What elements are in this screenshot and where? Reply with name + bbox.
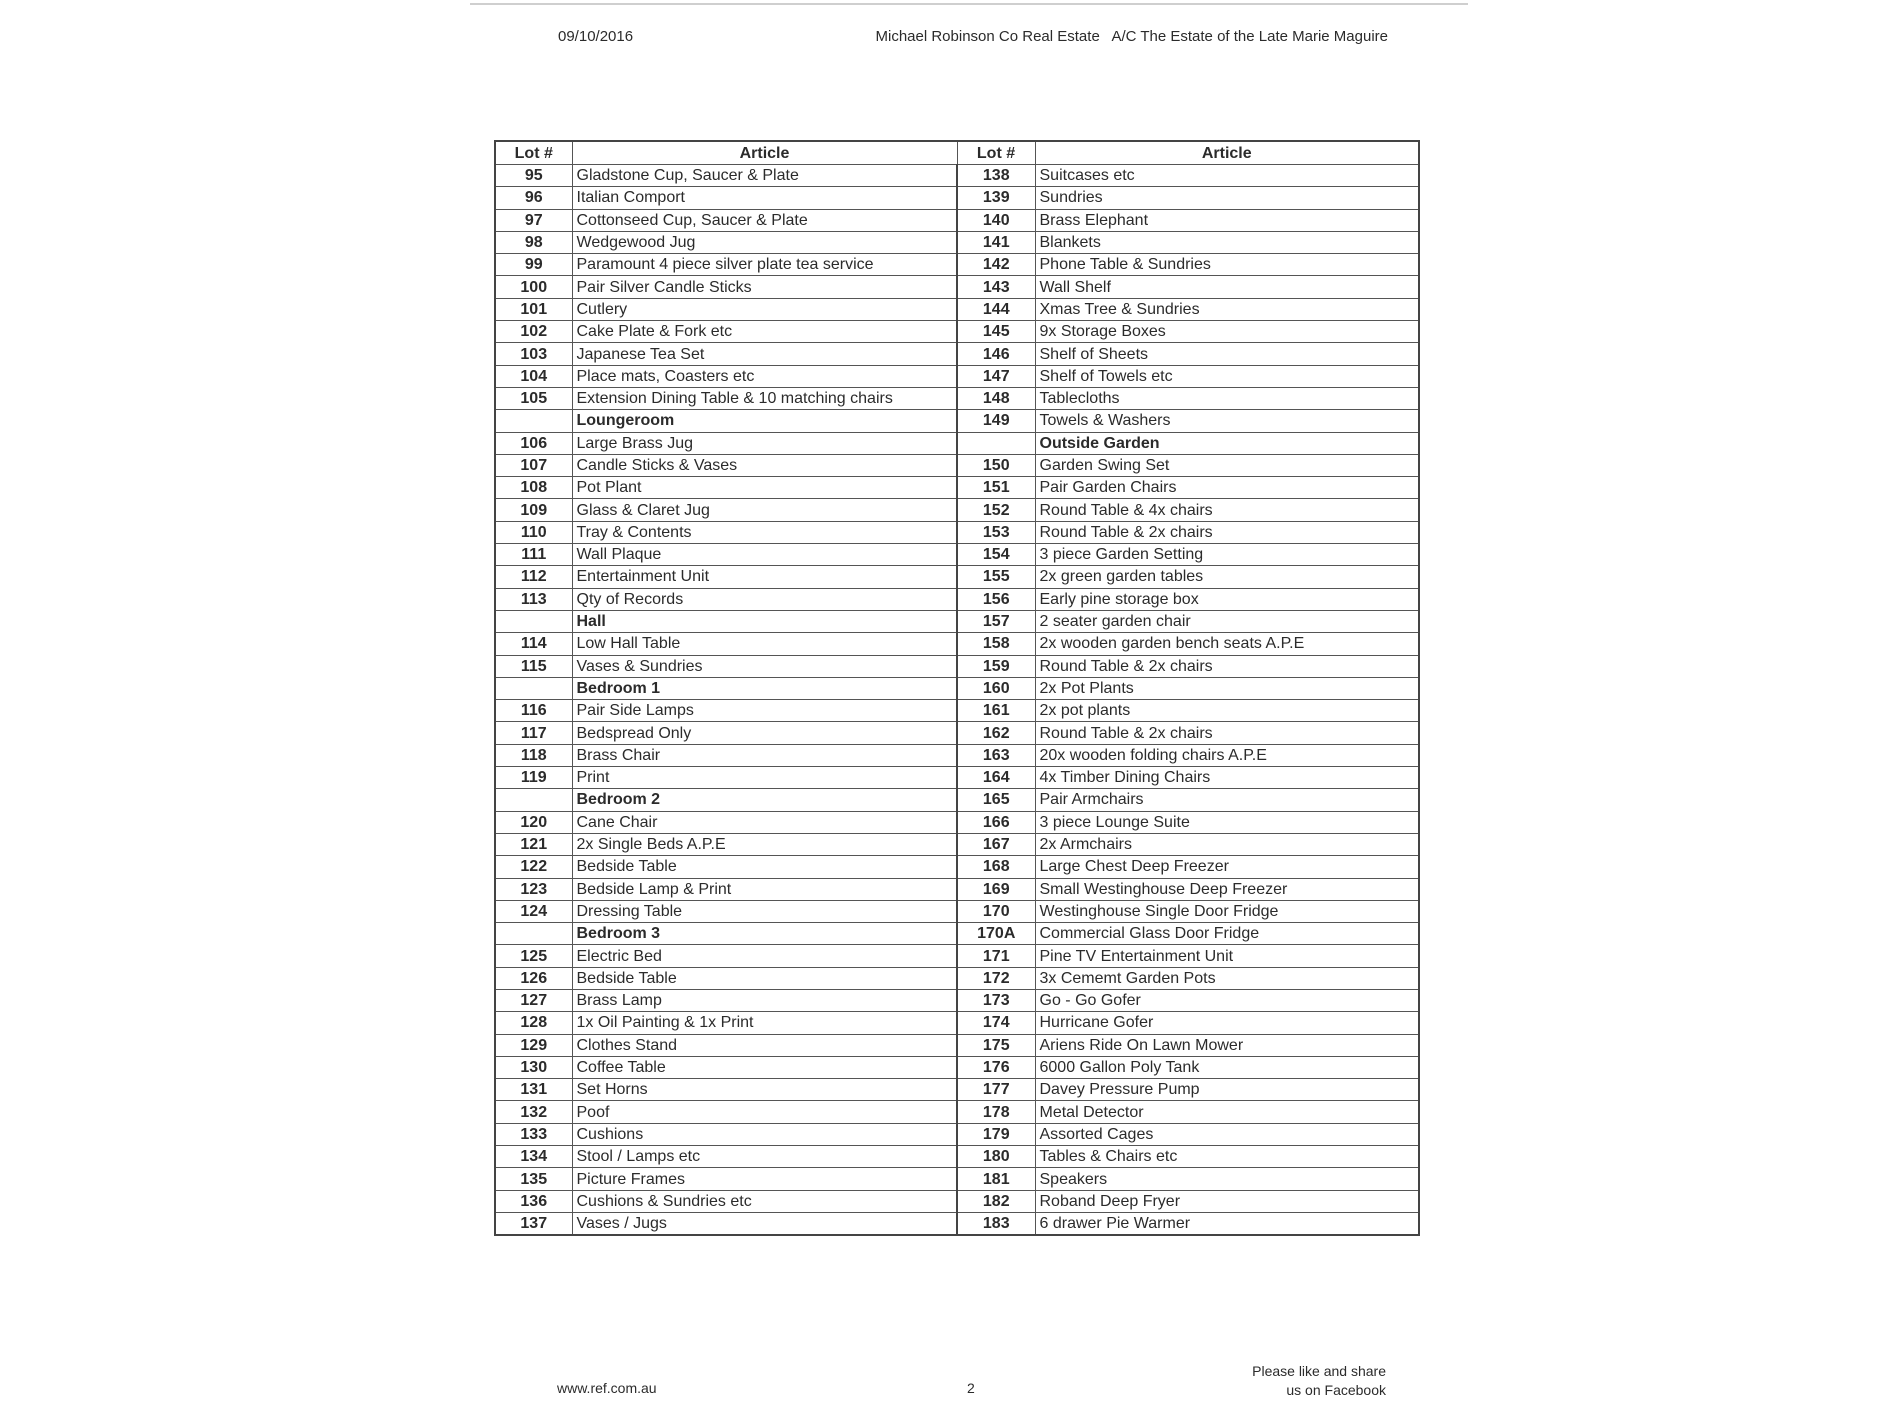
lot-number: 135 xyxy=(495,1168,572,1190)
article-name: Dressing Table xyxy=(572,900,957,922)
article-name: Electric Bed xyxy=(572,945,957,967)
article-name: Brass Elephant xyxy=(1035,209,1419,231)
table-row xyxy=(495,321,1419,343)
lot-number: 172 xyxy=(957,967,1035,989)
table-row xyxy=(495,544,1419,566)
lot-number: 170 xyxy=(957,900,1035,922)
article-name: Paramount 4 piece silver plate tea service xyxy=(572,254,957,276)
lot-number: 133 xyxy=(495,1123,572,1145)
lot-number: 178 xyxy=(957,1101,1035,1123)
table-row xyxy=(495,1056,1419,1078)
section-heading: Bedroom 3 xyxy=(572,923,957,945)
lot-number xyxy=(495,410,572,432)
lot-number: 176 xyxy=(957,1056,1035,1078)
header-date: 09/10/2016 xyxy=(558,28,634,45)
article-name: Round Table & 2x chairs xyxy=(1035,521,1419,543)
lot-number: 108 xyxy=(495,477,572,499)
lot-number: 107 xyxy=(495,454,572,476)
article-name: Pair Side Lamps xyxy=(572,700,957,722)
lot-number: 145 xyxy=(957,321,1035,343)
table-row xyxy=(495,722,1419,744)
lot-number: 164 xyxy=(957,767,1035,789)
article-name: Small Westinghouse Deep Freezer xyxy=(1035,878,1419,900)
lot-number: 151 xyxy=(957,477,1035,499)
lot-table xyxy=(494,140,1420,1236)
article-name: Wedgewood Jug xyxy=(572,231,957,253)
table-row xyxy=(495,633,1419,655)
lot-number: 157 xyxy=(957,610,1035,632)
table-row xyxy=(495,276,1419,298)
lot-number: 98 xyxy=(495,231,572,253)
lot-number: 152 xyxy=(957,499,1035,521)
article-name: 3 piece Garden Setting xyxy=(1035,544,1419,566)
table-row xyxy=(495,165,1419,187)
article-name: Sundries xyxy=(1035,187,1419,209)
article-name: Cushions xyxy=(572,1123,957,1145)
lot-number: 97 xyxy=(495,209,572,231)
article-name: Bedside Table xyxy=(572,967,957,989)
table-header-row xyxy=(495,141,1419,165)
lot-number: 121 xyxy=(495,833,572,855)
lot-number: 174 xyxy=(957,1012,1035,1034)
lot-number: 139 xyxy=(957,187,1035,209)
article-name: Speakers xyxy=(1035,1168,1419,1190)
lot-number: 105 xyxy=(495,387,572,409)
table-row xyxy=(495,1012,1419,1034)
article-name: Round Table & 4x chairs xyxy=(1035,499,1419,521)
lot-number: 129 xyxy=(495,1034,572,1056)
article-name: Wall Plaque xyxy=(572,544,957,566)
article-name: Xmas Tree & Sundries xyxy=(1035,298,1419,320)
lot-number: 160 xyxy=(957,677,1035,699)
lot-number: 156 xyxy=(957,588,1035,610)
table-row xyxy=(495,432,1419,454)
table-row xyxy=(495,900,1419,922)
article-name: Brass Lamp xyxy=(572,989,957,1011)
article-name: Glass & Claret Jug xyxy=(572,499,957,521)
table-row xyxy=(495,477,1419,499)
table-row xyxy=(495,789,1419,811)
lot-number: 122 xyxy=(495,856,572,878)
article-name: Entertainment Unit xyxy=(572,566,957,588)
lot-number: 149 xyxy=(957,410,1035,432)
lot-number: 153 xyxy=(957,521,1035,543)
table-row xyxy=(495,878,1419,900)
article-name: Cottonseed Cup, Saucer & Plate xyxy=(572,209,957,231)
lot-number: 158 xyxy=(957,633,1035,655)
lot-number: 124 xyxy=(495,900,572,922)
table-row xyxy=(495,767,1419,789)
column-header-lot: Lot # xyxy=(495,141,572,165)
lot-number: 131 xyxy=(495,1079,572,1101)
column-header-article: Article xyxy=(1035,141,1419,165)
article-name: Vases / Jugs xyxy=(572,1212,957,1235)
table-row xyxy=(495,343,1419,365)
lot-number: 112 xyxy=(495,566,572,588)
lot-number: 170A xyxy=(957,923,1035,945)
article-name: Stool / Lamps etc xyxy=(572,1146,957,1168)
lot-number: 169 xyxy=(957,878,1035,900)
lot-number: 115 xyxy=(495,655,572,677)
lot-number: 101 xyxy=(495,298,572,320)
lot-number: 117 xyxy=(495,722,572,744)
lot-number: 163 xyxy=(957,744,1035,766)
article-name: Roband Deep Fryer xyxy=(1035,1190,1419,1212)
article-name: 4x Timber Dining Chairs xyxy=(1035,767,1419,789)
footer-website: www.ref.com.au xyxy=(557,1380,657,1396)
article-name: Phone Table & Sundries xyxy=(1035,254,1419,276)
lot-number: 179 xyxy=(957,1123,1035,1145)
article-name: Pair Armchairs xyxy=(1035,789,1419,811)
article-name: Vases & Sundries xyxy=(572,655,957,677)
lot-number: 116 xyxy=(495,700,572,722)
lot-number: 173 xyxy=(957,989,1035,1011)
table-row xyxy=(495,1168,1419,1190)
article-name: Brass Chair xyxy=(572,744,957,766)
table-row xyxy=(495,945,1419,967)
table-row xyxy=(495,1079,1419,1101)
table-row xyxy=(495,298,1419,320)
lot-number: 150 xyxy=(957,454,1035,476)
article-name: 2x wooden garden bench seats A.P.E xyxy=(1035,633,1419,655)
article-name: Ariens Ride On Lawn Mower xyxy=(1035,1034,1419,1056)
lot-number: 118 xyxy=(495,744,572,766)
article-name: Low Hall Table xyxy=(572,633,957,655)
article-name: Tray & Contents xyxy=(572,521,957,543)
article-name: 6000 Gallon Poly Tank xyxy=(1035,1056,1419,1078)
article-name: Shelf of Towels etc xyxy=(1035,365,1419,387)
lot-number xyxy=(495,677,572,699)
lot-number: 165 xyxy=(957,789,1035,811)
article-name: Westinghouse Single Door Fridge xyxy=(1035,900,1419,922)
section-heading: Bedroom 1 xyxy=(572,677,957,699)
section-heading: Bedroom 2 xyxy=(572,789,957,811)
lot-number: 171 xyxy=(957,945,1035,967)
table-row xyxy=(495,744,1419,766)
table-row xyxy=(495,610,1419,632)
lot-number: 155 xyxy=(957,566,1035,588)
article-name: Poof xyxy=(572,1101,957,1123)
article-name: 2x Armchairs xyxy=(1035,833,1419,855)
table-row xyxy=(495,1146,1419,1168)
article-name: Round Table & 2x chairs xyxy=(1035,655,1419,677)
article-name: 9x Storage Boxes xyxy=(1035,321,1419,343)
article-name: Round Table & 2x chairs xyxy=(1035,722,1419,744)
article-name: Extension Dining Table & 10 matching chairs xyxy=(572,387,957,409)
page-number: 2 xyxy=(967,1380,975,1396)
article-name: Blankets xyxy=(1035,231,1419,253)
lot-number: 100 xyxy=(495,276,572,298)
lot-number: 142 xyxy=(957,254,1035,276)
article-name: Picture Frames xyxy=(572,1168,957,1190)
lot-number: 182 xyxy=(957,1190,1035,1212)
lot-number: 134 xyxy=(495,1146,572,1168)
header-title: Michael Robinson Co Real Estate A/C The Estate of the Late Marie Maguire xyxy=(875,28,1388,45)
article-name: Suitcases etc xyxy=(1035,165,1419,187)
article-name: Davey Pressure Pump xyxy=(1035,1079,1419,1101)
table-row xyxy=(495,566,1419,588)
article-name: Bedspread Only xyxy=(572,722,957,744)
article-name: Cake Plate & Fork etc xyxy=(572,321,957,343)
lot-number: 137 xyxy=(495,1212,572,1235)
lot-number: 95 xyxy=(495,165,572,187)
article-name: Commercial Glass Door Fridge xyxy=(1035,923,1419,945)
lot-number: 147 xyxy=(957,365,1035,387)
lot-number: 120 xyxy=(495,811,572,833)
article-name: Pair Garden Chairs xyxy=(1035,477,1419,499)
lot-number: 159 xyxy=(957,655,1035,677)
article-name: 3 piece Lounge Suite xyxy=(1035,811,1419,833)
article-name: Japanese Tea Set xyxy=(572,343,957,365)
article-name: 2x green garden tables xyxy=(1035,566,1419,588)
table-row xyxy=(495,499,1419,521)
lot-number: 141 xyxy=(957,231,1035,253)
article-name: Cutlery xyxy=(572,298,957,320)
lot-number: 144 xyxy=(957,298,1035,320)
article-name: Large Chest Deep Freezer xyxy=(1035,856,1419,878)
table-row xyxy=(495,410,1419,432)
lot-number: 123 xyxy=(495,878,572,900)
lot-number: 154 xyxy=(957,544,1035,566)
lot-number: 114 xyxy=(495,633,572,655)
lot-number: 103 xyxy=(495,343,572,365)
article-name: Metal Detector xyxy=(1035,1101,1419,1123)
lot-number: 119 xyxy=(495,767,572,789)
article-name: Large Brass Jug xyxy=(572,432,957,454)
section-heading: Loungeroom xyxy=(572,410,957,432)
table-row xyxy=(495,254,1419,276)
lot-number: 125 xyxy=(495,945,572,967)
article-name: Set Horns xyxy=(572,1079,957,1101)
article-name: Wall Shelf xyxy=(1035,276,1419,298)
article-name: Gladstone Cup, Saucer & Plate xyxy=(572,165,957,187)
lot-number: 109 xyxy=(495,499,572,521)
share-line: Please like and share xyxy=(1252,1363,1386,1379)
share-line: us on Facebook xyxy=(1286,1382,1386,1398)
facebook-share-note xyxy=(1252,1362,1386,1400)
article-name: Pair Silver Candle Sticks xyxy=(572,276,957,298)
lot-number: 180 xyxy=(957,1146,1035,1168)
table-row xyxy=(495,1034,1419,1056)
article-name: 2x pot plants xyxy=(1035,700,1419,722)
section-heading: Outside Garden xyxy=(1035,432,1419,454)
lot-number: 138 xyxy=(957,165,1035,187)
article-name: Towels & Washers xyxy=(1035,410,1419,432)
lot-number: 104 xyxy=(495,365,572,387)
article-name: Italian Comport xyxy=(572,187,957,209)
lot-number: 106 xyxy=(495,432,572,454)
article-name: Tables & Chairs etc xyxy=(1035,1146,1419,1168)
article-name: Place mats, Coasters etc xyxy=(572,365,957,387)
lot-number: 167 xyxy=(957,833,1035,855)
table-row xyxy=(495,187,1419,209)
article-name: Clothes Stand xyxy=(572,1034,957,1056)
article-name: Hurricane Gofer xyxy=(1035,1012,1419,1034)
lot-number: 181 xyxy=(957,1168,1035,1190)
article-name: Cane Chair xyxy=(572,811,957,833)
table-row xyxy=(495,209,1419,231)
table-row xyxy=(495,989,1419,1011)
article-name: Shelf of Sheets xyxy=(1035,343,1419,365)
table-row xyxy=(495,655,1419,677)
lot-number: 113 xyxy=(495,588,572,610)
article-name: Cushions & Sundries etc xyxy=(572,1190,957,1212)
lot-number: 143 xyxy=(957,276,1035,298)
lot-number: 96 xyxy=(495,187,572,209)
article-name: 3x Cememt Garden Pots xyxy=(1035,967,1419,989)
lot-number: 127 xyxy=(495,989,572,1011)
table-row xyxy=(495,923,1419,945)
lot-number: 132 xyxy=(495,1101,572,1123)
table-row xyxy=(495,856,1419,878)
table-row xyxy=(495,521,1419,543)
article-name: Qty of Records xyxy=(572,588,957,610)
table-row xyxy=(495,811,1419,833)
article-name: Candle Sticks & Vases xyxy=(572,454,957,476)
column-header-article: Article xyxy=(572,141,957,165)
lot-number: 161 xyxy=(957,700,1035,722)
lot-number: 177 xyxy=(957,1079,1035,1101)
table-row xyxy=(495,1101,1419,1123)
article-name: 2x Single Beds A.P.E xyxy=(572,833,957,855)
article-name: Tablecloths xyxy=(1035,387,1419,409)
article-name: Pot Plant xyxy=(572,477,957,499)
article-name: Garden Swing Set xyxy=(1035,454,1419,476)
lot-number: 130 xyxy=(495,1056,572,1078)
article-name: Coffee Table xyxy=(572,1056,957,1078)
lot-number: 162 xyxy=(957,722,1035,744)
lot-number: 168 xyxy=(957,856,1035,878)
lot-number: 111 xyxy=(495,544,572,566)
article-name: 2x Pot Plants xyxy=(1035,677,1419,699)
section-heading: Hall xyxy=(572,610,957,632)
article-name: Early pine storage box xyxy=(1035,588,1419,610)
table-row xyxy=(495,677,1419,699)
lot-number: 183 xyxy=(957,1212,1035,1235)
article-name: 1x Oil Painting & 1x Print xyxy=(572,1012,957,1034)
lot-number xyxy=(495,789,572,811)
table-row xyxy=(495,967,1419,989)
table-row xyxy=(495,588,1419,610)
article-name: Go - Go Gofer xyxy=(1035,989,1419,1011)
table-row xyxy=(495,700,1419,722)
lot-number: 175 xyxy=(957,1034,1035,1056)
table-row xyxy=(495,1123,1419,1145)
article-name: Print xyxy=(572,767,957,789)
table-row xyxy=(495,1190,1419,1212)
lot-number: 102 xyxy=(495,321,572,343)
column-header-lot: Lot # xyxy=(957,141,1035,165)
lot-number: 140 xyxy=(957,209,1035,231)
lot-number: 148 xyxy=(957,387,1035,409)
table-row xyxy=(495,1212,1419,1235)
lot-number: 128 xyxy=(495,1012,572,1034)
lot-number: 110 xyxy=(495,521,572,543)
article-name: 2 seater garden chair xyxy=(1035,610,1419,632)
article-name: Bedside Lamp & Print xyxy=(572,878,957,900)
article-name: Bedside Table xyxy=(572,856,957,878)
table-row xyxy=(495,833,1419,855)
lot-number xyxy=(957,432,1035,454)
lot-number: 126 xyxy=(495,967,572,989)
table-row xyxy=(495,454,1419,476)
lot-number xyxy=(495,610,572,632)
table-row xyxy=(495,387,1419,409)
article-name: Assorted Cages xyxy=(1035,1123,1419,1145)
article-name: 6 drawer Pie Warmer xyxy=(1035,1212,1419,1235)
table-row xyxy=(495,365,1419,387)
lot-number: 136 xyxy=(495,1190,572,1212)
lot-table-body xyxy=(495,165,1419,1236)
lot-number: 99 xyxy=(495,254,572,276)
table-row xyxy=(495,231,1419,253)
article-name: 20x wooden folding chairs A.P.E xyxy=(1035,744,1419,766)
lot-number: 146 xyxy=(957,343,1035,365)
top-divider xyxy=(470,3,1468,5)
lot-number xyxy=(495,923,572,945)
article-name: Pine TV Entertainment Unit xyxy=(1035,945,1419,967)
lot-number: 166 xyxy=(957,811,1035,833)
